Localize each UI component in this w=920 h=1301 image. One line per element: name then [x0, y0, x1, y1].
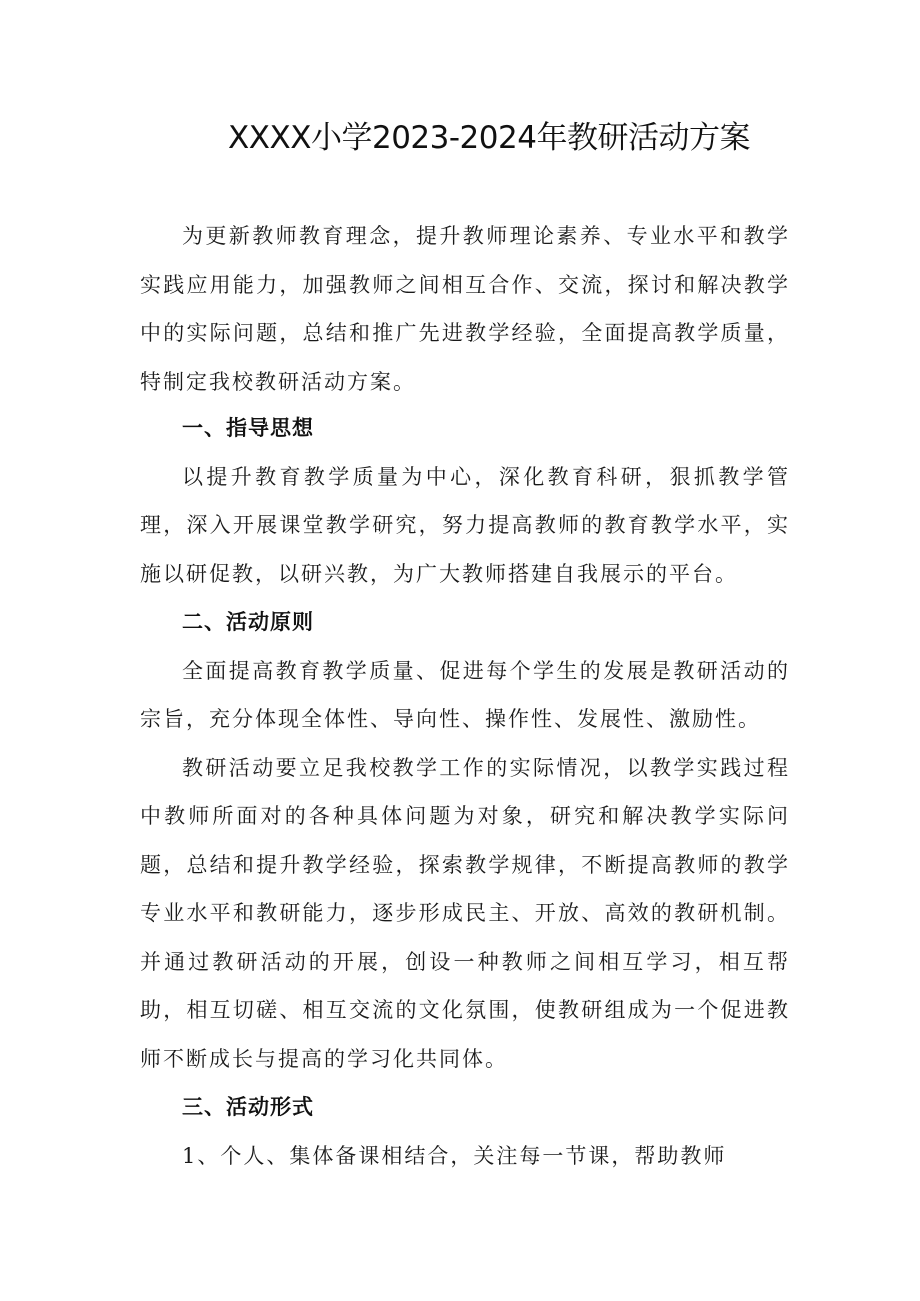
principles-paragraph-2: 教研活动要立足我校教学工作的实际情况，以教学实践过程中教师所面对的各种具体问题为对象，研究和解决教学实际问题，总结和提升教学经验，探索教学规律，不断提高教师的教学专业水平和教研能力，逐步形成民主、开放、高效的教研机制。并通过教研活动的开展，创设一种教师之间相互学习，相互帮助，相互切磋、相互交流的文化氛围，使教研组成为一个促进教师不断成长与提高的学习化共同体。: [140, 755, 790, 1071]
section-heading-guiding-ideology: 一、指导思想: [182, 416, 314, 440]
document-body: [140, 212, 790, 1180]
document-title: XXXX小学2023-2024年教研活动方案: [228, 120, 750, 156]
section-heading-activity-principles: 二、活动原则: [182, 610, 314, 634]
activity-forms-item-1: 1、个人、集体备课相结合，关注每一节课，帮助教师: [182, 1143, 727, 1168]
principles-paragraph-1: 全面提高教育教学质量、促进每个学生的发展是教研活动的宗旨，充分体现全体性、导向性、操作性、发展性、激励性。: [140, 658, 790, 731]
guiding-ideology-paragraph: 以提升教育教学质量为中心，深化教育科研，狠抓教学管理，深入开展课堂教学研究，努力提高教师的教育教学水平，实施以研促教，以研兴教，为广大教师搭建自我展示的平台。: [140, 464, 790, 586]
section-heading-activity-forms: 三、活动形式: [182, 1095, 314, 1119]
intro-paragraph: 为更新教师教育理念，提升教师理论素养、专业水平和教学实践应用能力，加强教师之间相互合作、交流，探讨和解决教学中的实际问题，总结和推广先进教学经验，全面提高教学质量，特制定我校教研活动方案。: [140, 224, 790, 394]
